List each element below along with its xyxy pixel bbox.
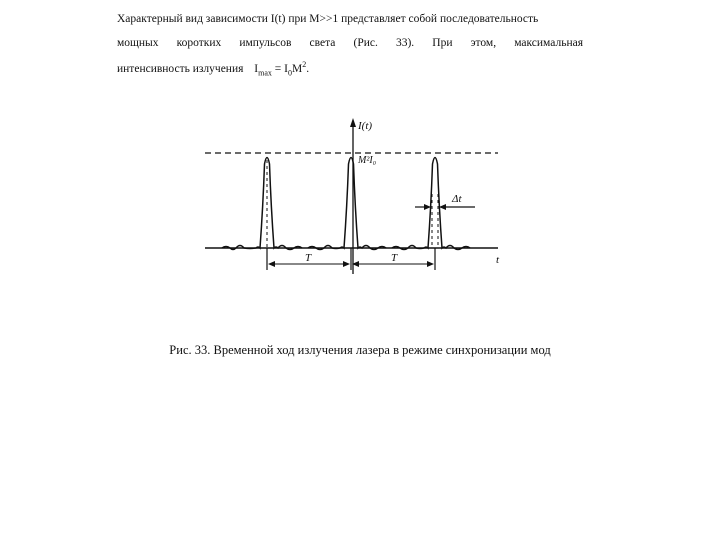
period-label-2: T <box>391 252 398 264</box>
formula-m: M <box>291 62 303 75</box>
paragraph-line-2: мощных коротких импульсов света (Рис. 33). При этом, максимальная <box>117 37 583 49</box>
period-arrow-2-right-head <box>427 261 434 267</box>
formula-sub-0: 0 <box>287 68 292 78</box>
pulse-train-figure <box>200 112 510 287</box>
formula-equals-i: = I <box>271 62 288 75</box>
period-arrow-1-left-head <box>268 261 275 267</box>
paragraph-line-3 <box>117 60 583 77</box>
figure-caption: Рис. 33. Временной ход излучения лазера в режиме синхронизации мод <box>169 343 551 357</box>
pulse-1 <box>222 158 302 250</box>
formula-period: . <box>306 62 310 75</box>
formula-imax <box>254 60 310 78</box>
formula-i: I <box>254 62 259 75</box>
paragraph-line-1: Характерный вид зависимости I(t) при M>>1 представляет собой последовательность <box>117 13 539 25</box>
y-axis-arrow <box>350 118 356 127</box>
pulse-2 <box>308 158 386 250</box>
period-arrow-1-right-head <box>343 261 350 267</box>
peak-label: M²I₀ <box>358 155 377 166</box>
y-axis-label: I(t) <box>358 120 373 132</box>
formula-sub-max: max <box>258 68 272 78</box>
x-axis-label: t <box>496 254 500 266</box>
period-label-1: T <box>305 252 312 264</box>
width-label: Δt <box>452 193 462 205</box>
line3-prefix: интенсивность излучения <box>117 62 244 75</box>
formula-sup-2: 2 <box>302 60 307 69</box>
